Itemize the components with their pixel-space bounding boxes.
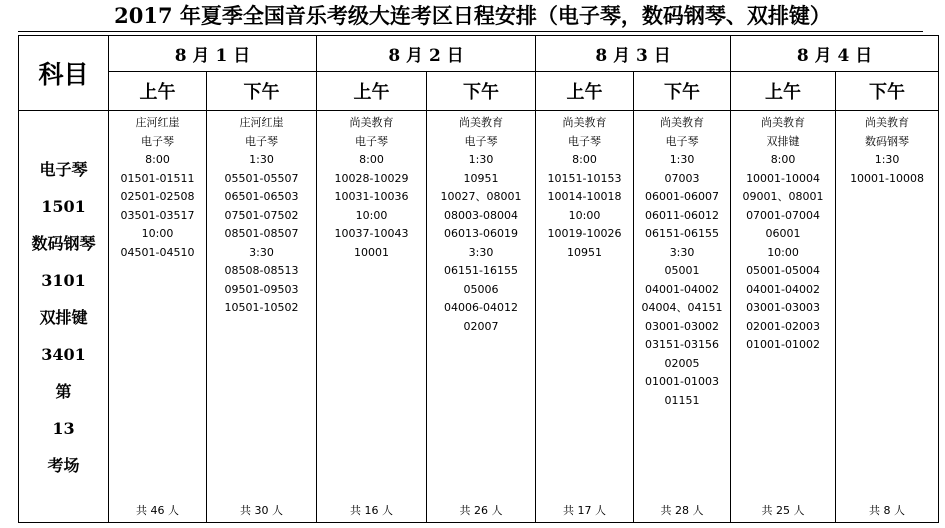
slot-line: 01501-01511 bbox=[120, 171, 195, 185]
subject-line: 双排键 bbox=[39, 308, 88, 327]
period-header: 上午 bbox=[109, 72, 207, 111]
slot-line: 03001-03003 bbox=[746, 301, 821, 314]
slot-cell bbox=[731, 111, 836, 523]
slot-line: 10951 bbox=[567, 245, 603, 259]
subject-cell bbox=[19, 111, 109, 523]
slot-line: 08501-08507 bbox=[224, 227, 299, 240]
slot-line: 04001-04002 bbox=[746, 282, 821, 296]
slot-line: 06001-06007 bbox=[645, 190, 720, 203]
slot-line: 3:30 bbox=[249, 245, 274, 259]
slot-line: 10014-10018 bbox=[547, 190, 622, 203]
slot-line: 08508-08513 bbox=[224, 264, 299, 277]
slot-line: 09501-09503 bbox=[224, 282, 299, 296]
day-header-aug4: 8 月 4 日 bbox=[731, 36, 939, 72]
slot-line: 07003 bbox=[664, 171, 700, 185]
slot-line: 07001-07004 bbox=[746, 208, 821, 222]
title-underline bbox=[18, 31, 923, 32]
subject-line: 考场 bbox=[47, 456, 80, 475]
slot-line: 3:30 bbox=[468, 245, 494, 259]
page-title: 2017 年夏季全国音乐考级大连考区日程安排（电子琴，数码钢琴、双排键） bbox=[114, 3, 831, 28]
subject-line: 3401 bbox=[41, 345, 86, 364]
slot-total: 共 16 人 bbox=[350, 504, 394, 517]
slot-line: 03501-03517 bbox=[120, 208, 195, 222]
slot-line: 尚美教育 bbox=[660, 116, 705, 129]
slot-line: 02001-02003 bbox=[746, 319, 821, 333]
slot-line: 04006-04012 bbox=[444, 301, 518, 314]
slot-line: 10:00 bbox=[141, 227, 174, 240]
slot-line: 1:30 bbox=[669, 153, 695, 166]
slot-total: 共 25 人 bbox=[761, 504, 805, 517]
slot-lines bbox=[109, 111, 206, 262]
slot-lines bbox=[731, 111, 835, 355]
period-header: 下午 bbox=[634, 72, 731, 111]
slot-line: 电子琴 bbox=[464, 134, 498, 148]
slot-lines bbox=[207, 111, 316, 318]
day-header-aug1: 8 月 1 日 bbox=[109, 36, 317, 72]
slot-line: 庄河红崖 bbox=[135, 116, 180, 129]
slot-line: 02501-02508 bbox=[120, 190, 195, 203]
subject-line: 3101 bbox=[41, 271, 86, 290]
slot-line: 电子琴 bbox=[665, 134, 699, 148]
slot-line: 06001 bbox=[765, 227, 801, 240]
slot-line: 10:00 bbox=[568, 208, 601, 222]
slot-line: 04004、04151 bbox=[641, 301, 723, 314]
slot-cell bbox=[427, 111, 536, 523]
subject-line: 电子琴 bbox=[39, 160, 88, 179]
subject-list bbox=[19, 111, 108, 484]
slot-line: 10027、08001 bbox=[440, 190, 522, 203]
slot-line: 8:00 bbox=[359, 153, 384, 166]
slot-line: 尚美教育 bbox=[562, 116, 607, 129]
slot-line: 10001-10004 bbox=[746, 171, 821, 185]
slot-line: 10001-10008 bbox=[850, 171, 925, 185]
slot-line: 尚美教育 bbox=[459, 116, 504, 129]
slot-total: 共 8 人 bbox=[869, 504, 906, 517]
slot-line: 10037-10043 bbox=[334, 227, 409, 240]
slot-line: 01001-01003 bbox=[645, 375, 720, 388]
slot-line: 10:00 bbox=[767, 245, 799, 259]
slot-cell bbox=[836, 111, 939, 523]
slot-line: 电子琴 bbox=[245, 134, 278, 148]
slot-line: 04001-04002 bbox=[645, 282, 720, 296]
slot-line: 3:30 bbox=[669, 245, 695, 259]
slot-line: 电子琴 bbox=[355, 134, 389, 148]
slot-line: 10031-10036 bbox=[334, 190, 409, 203]
slot-line: 08003-08004 bbox=[444, 208, 518, 222]
slot-line: 电子琴 bbox=[568, 134, 602, 148]
day-header-aug3: 8 月 3 日 bbox=[536, 36, 731, 72]
slot-line: 数码钢琴 bbox=[865, 134, 910, 148]
slot-line: 尚美教育 bbox=[349, 116, 394, 129]
slot-line: 03001-03002 bbox=[645, 319, 720, 333]
slot-total: 共 28 人 bbox=[660, 504, 704, 517]
slot-lines bbox=[634, 111, 730, 410]
slot-line: 8:00 bbox=[145, 153, 170, 166]
slot-line: 02007 bbox=[463, 319, 499, 333]
slot-line: 05501-05507 bbox=[224, 171, 299, 185]
slot-line: 10151-10153 bbox=[547, 171, 622, 185]
slot-line: 10028-10029 bbox=[334, 171, 409, 185]
slot-line: 尚美教育 bbox=[761, 116, 806, 129]
slot-line: 06501-06503 bbox=[224, 190, 299, 203]
slot-line: 06011-06012 bbox=[645, 208, 720, 222]
slot-line: 09001、08001 bbox=[742, 190, 824, 203]
slot-lines bbox=[427, 111, 535, 336]
period-header: 上午 bbox=[317, 72, 427, 111]
slot-line: 06013-06019 bbox=[444, 227, 518, 240]
subject-line: 13 bbox=[52, 419, 75, 438]
slot-lines bbox=[317, 111, 426, 262]
slot-line: 电子琴 bbox=[141, 134, 174, 148]
slot-line: 02005 bbox=[664, 356, 700, 370]
slot-line: 01001-01002 bbox=[746, 338, 821, 351]
slot-cell bbox=[317, 111, 427, 523]
slot-cell bbox=[634, 111, 731, 523]
slot-total: 共 17 人 bbox=[563, 504, 607, 517]
slot-total: 共 26 人 bbox=[459, 504, 503, 517]
slot-line: 05001 bbox=[664, 264, 700, 277]
subject-line: 第 bbox=[55, 382, 72, 401]
slot-line: 双排键 bbox=[766, 134, 800, 148]
slot-line: 庄河红崖 bbox=[239, 116, 284, 129]
subject-line: 1501 bbox=[41, 197, 86, 216]
subject-header: 科目 bbox=[19, 36, 109, 111]
slot-line: 8:00 bbox=[572, 153, 597, 166]
slot-line: 10001 bbox=[354, 245, 390, 259]
schedule-table bbox=[18, 35, 939, 523]
slot-total: 共 30 人 bbox=[240, 504, 283, 517]
slot-cell bbox=[536, 111, 634, 523]
slot-line: 8:00 bbox=[770, 153, 796, 166]
period-header: 下午 bbox=[207, 72, 317, 111]
slot-cell bbox=[109, 111, 207, 523]
slot-line: 1:30 bbox=[874, 153, 900, 166]
slot-line: 10019-10026 bbox=[547, 227, 622, 240]
period-header: 下午 bbox=[427, 72, 536, 111]
slot-line: 03151-03156 bbox=[645, 338, 720, 351]
period-header: 上午 bbox=[731, 72, 836, 111]
slot-line: 10501-10502 bbox=[224, 301, 299, 314]
slot-lines bbox=[836, 111, 938, 188]
slot-line: 07501-07502 bbox=[224, 208, 299, 222]
slot-line: 10:00 bbox=[355, 208, 388, 222]
slot-line: 1:30 bbox=[468, 153, 494, 166]
slot-lines bbox=[536, 111, 633, 262]
slot-line: 01151 bbox=[664, 393, 700, 407]
day-header-aug2: 8 月 2 日 bbox=[317, 36, 536, 72]
slot-cell bbox=[207, 111, 317, 523]
slot-line: 04501-04510 bbox=[120, 245, 195, 259]
slot-line: 10951 bbox=[463, 171, 499, 185]
period-header: 下午 bbox=[836, 72, 939, 111]
slot-line: 05006 bbox=[463, 282, 499, 296]
slot-line: 06151-06155 bbox=[645, 227, 720, 240]
slot-total: 共 46 人 bbox=[136, 504, 179, 517]
slot-line: 尚美教育 bbox=[865, 116, 910, 129]
slot-line: 05001-05004 bbox=[746, 264, 821, 277]
subject-line: 数码钢琴 bbox=[31, 234, 96, 253]
slot-line: 06151-16155 bbox=[444, 264, 518, 277]
slot-line: 1:30 bbox=[249, 153, 274, 166]
period-header: 上午 bbox=[536, 72, 634, 111]
